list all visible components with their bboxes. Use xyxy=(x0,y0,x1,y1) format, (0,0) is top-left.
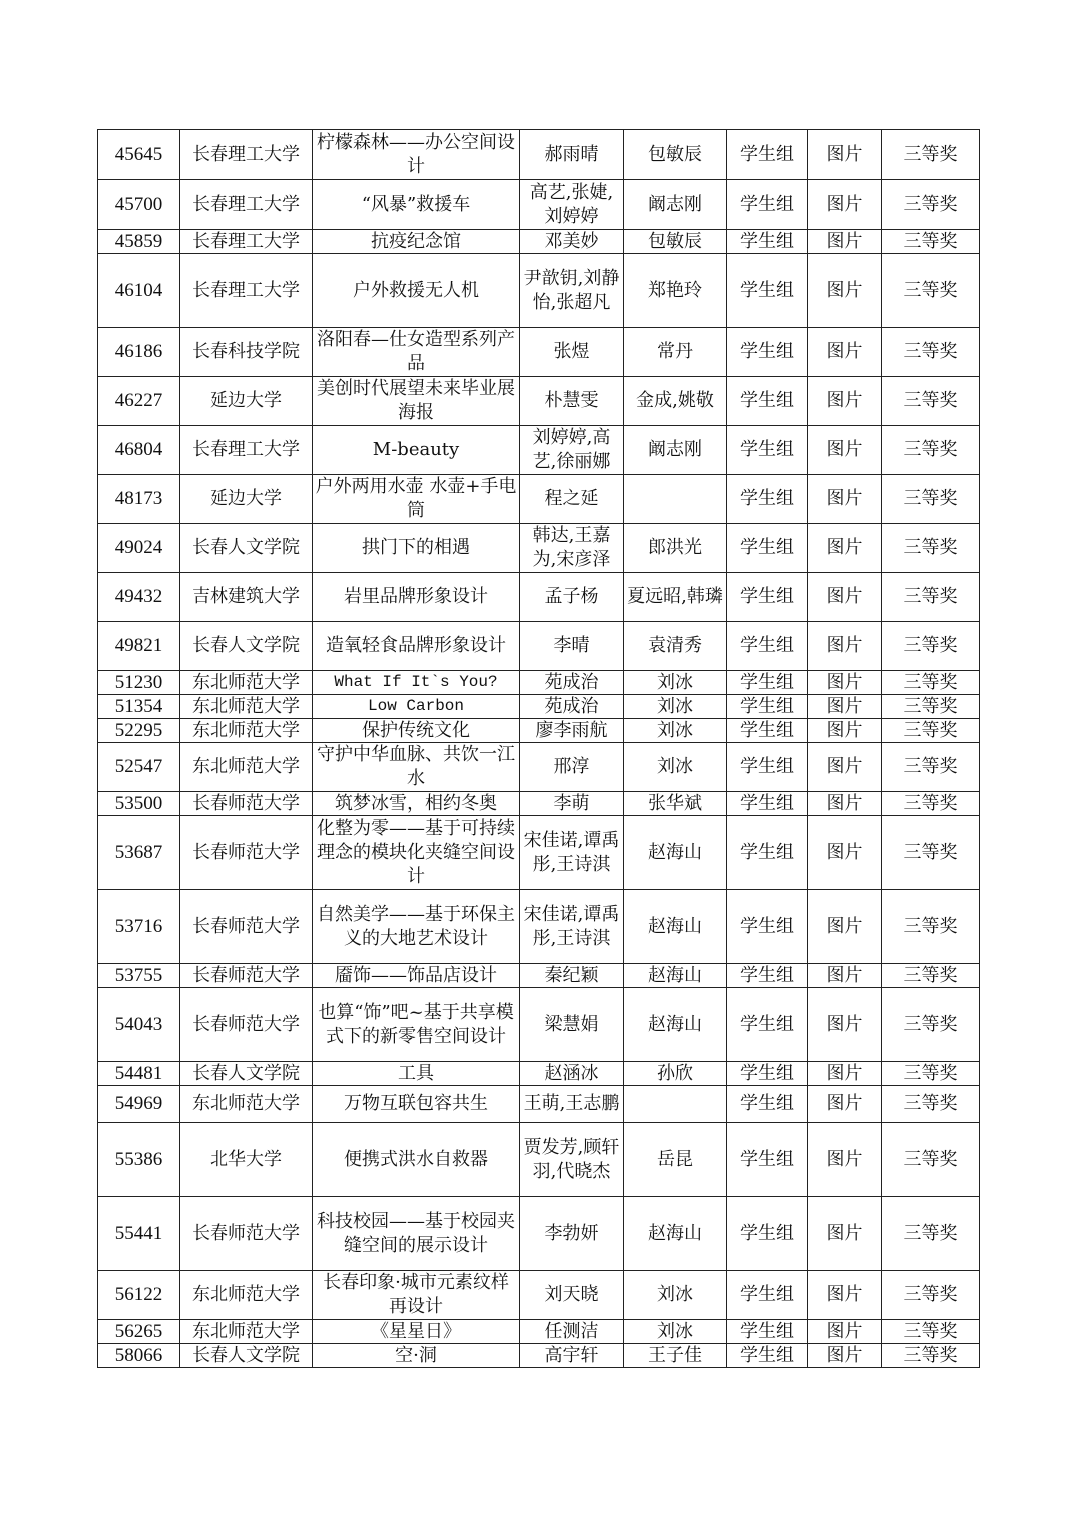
cell-work: 保护传统文化 xyxy=(313,719,520,743)
cell-group: 学生组 xyxy=(727,816,808,890)
cell-award: 三等奖 xyxy=(882,573,980,622)
cell-type: 图片 xyxy=(808,792,882,816)
cell-school: 东北师范大学 xyxy=(180,1086,313,1123)
cell-type: 图片 xyxy=(808,988,882,1062)
cell-work: 洛阳春—仕女造型系列产品 xyxy=(313,328,520,377)
cell-award: 三等奖 xyxy=(882,695,980,719)
cell-school: 长春理工大学 xyxy=(180,426,313,475)
cell-group: 学生组 xyxy=(727,254,808,328)
table-row xyxy=(98,1344,980,1368)
cell-award: 三等奖 xyxy=(882,328,980,377)
cell-id: 55441 xyxy=(98,1197,180,1271)
cell-award: 三等奖 xyxy=(882,743,980,792)
cell-advisor: 刘冰 xyxy=(624,1271,727,1320)
cell-award: 三等奖 xyxy=(882,988,980,1062)
cell-authors: 邢淳 xyxy=(520,743,624,792)
cell-type: 图片 xyxy=(808,1086,882,1123)
table-row xyxy=(98,573,980,622)
cell-award: 三等奖 xyxy=(882,230,980,254)
cell-work: 化整为零——基于可持续理念的模块化夹缝空间设计 xyxy=(313,816,520,890)
cell-id: 58066 xyxy=(98,1344,180,1368)
cell-group: 学生组 xyxy=(727,328,808,377)
cell-school: 东北师范大学 xyxy=(180,695,313,719)
cell-authors: 张煜 xyxy=(520,328,624,377)
cell-school: 长春师范大学 xyxy=(180,890,313,964)
table-row xyxy=(98,1086,980,1123)
table-row xyxy=(98,475,980,524)
cell-authors: 刘天晓 xyxy=(520,1271,624,1320)
cell-type: 图片 xyxy=(808,1062,882,1086)
cell-type: 图片 xyxy=(808,671,882,695)
cell-award: 三等奖 xyxy=(882,426,980,475)
cell-id: 45645 xyxy=(98,130,180,180)
cell-type: 图片 xyxy=(808,743,882,792)
cell-id: 51230 xyxy=(98,671,180,695)
cell-work: 便携式洪水自救器 xyxy=(313,1123,520,1197)
cell-group: 学生组 xyxy=(727,1086,808,1123)
table-row xyxy=(98,1062,980,1086)
cell-award: 三等奖 xyxy=(882,890,980,964)
cell-type: 图片 xyxy=(808,695,882,719)
cell-school: 延边大学 xyxy=(180,475,313,524)
cell-school: 长春人文学院 xyxy=(180,1344,313,1368)
cell-school: 长春理工大学 xyxy=(180,130,313,180)
cell-award: 三等奖 xyxy=(882,475,980,524)
table-row xyxy=(98,622,980,671)
cell-advisor: 夏远昭,韩璘 xyxy=(624,573,727,622)
cell-authors: 赵涵冰 xyxy=(520,1062,624,1086)
cell-group: 学生组 xyxy=(727,180,808,230)
cell-advisor: 包敏辰 xyxy=(624,230,727,254)
cell-work: 长春印象·城市元素纹样再设计 xyxy=(313,1271,520,1320)
cell-group: 学生组 xyxy=(727,1062,808,1086)
cell-award: 三等奖 xyxy=(882,622,980,671)
cell-advisor: 金成,姚敬 xyxy=(624,377,727,426)
cell-award: 三等奖 xyxy=(882,1344,980,1368)
cell-type: 图片 xyxy=(808,180,882,230)
cell-authors: 梁慧娟 xyxy=(520,988,624,1062)
cell-work: 拱门下的相遇 xyxy=(313,524,520,573)
cell-group: 学生组 xyxy=(727,890,808,964)
cell-school: 东北师范大学 xyxy=(180,1320,313,1344)
cell-work: 岩里品牌形象设计 xyxy=(313,573,520,622)
cell-advisor: 刘冰 xyxy=(624,719,727,743)
cell-award: 三等奖 xyxy=(882,1086,980,1123)
cell-advisor: 包敏辰 xyxy=(624,130,727,180)
cell-authors: 宋佳诺,谭禹彤,王诗淇 xyxy=(520,816,624,890)
cell-advisor: 赵海山 xyxy=(624,964,727,988)
cell-group: 学生组 xyxy=(727,1123,808,1197)
cell-authors: 李萌 xyxy=(520,792,624,816)
cell-work: 靥饰——饰品店设计 xyxy=(313,964,520,988)
cell-school: 东北师范大学 xyxy=(180,671,313,695)
cell-work: 空·洞 xyxy=(313,1344,520,1368)
cell-authors: 高艺,张婕,刘婷婷 xyxy=(520,180,624,230)
cell-type: 图片 xyxy=(808,1320,882,1344)
cell-award: 三等奖 xyxy=(882,719,980,743)
cell-award: 三等奖 xyxy=(882,1320,980,1344)
cell-authors: 郝雨晴 xyxy=(520,130,624,180)
cell-type: 图片 xyxy=(808,1197,882,1271)
cell-id: 53755 xyxy=(98,964,180,988)
cell-advisor xyxy=(624,1086,727,1123)
cell-group: 学生组 xyxy=(727,792,808,816)
cell-group: 学生组 xyxy=(727,695,808,719)
awards-table xyxy=(97,129,980,1368)
cell-authors: 朴慧雯 xyxy=(520,377,624,426)
cell-type: 图片 xyxy=(808,524,882,573)
cell-id: 46227 xyxy=(98,377,180,426)
table-row xyxy=(98,254,980,328)
cell-school: 东北师范大学 xyxy=(180,1271,313,1320)
cell-authors: 李晴 xyxy=(520,622,624,671)
table-row xyxy=(98,180,980,230)
cell-id: 56122 xyxy=(98,1271,180,1320)
cell-school: 吉林建筑大学 xyxy=(180,573,313,622)
cell-school: 长春理工大学 xyxy=(180,180,313,230)
cell-work: M-beauty xyxy=(313,426,520,475)
cell-work: Low Carbon xyxy=(313,695,520,719)
cell-id: 51354 xyxy=(98,695,180,719)
cell-award: 三等奖 xyxy=(882,180,980,230)
cell-work: 工具 xyxy=(313,1062,520,1086)
cell-id: 52295 xyxy=(98,719,180,743)
table-row xyxy=(98,230,980,254)
cell-group: 学生组 xyxy=(727,743,808,792)
table-row xyxy=(98,524,980,573)
table-row xyxy=(98,890,980,964)
cell-authors: 廖李雨航 xyxy=(520,719,624,743)
cell-school: 北华大学 xyxy=(180,1123,313,1197)
cell-id: 46104 xyxy=(98,254,180,328)
cell-id: 45859 xyxy=(98,230,180,254)
cell-school: 东北师范大学 xyxy=(180,743,313,792)
cell-authors: 王萌,王志鹏 xyxy=(520,1086,624,1123)
cell-authors: 高宇轩 xyxy=(520,1344,624,1368)
cell-work: 户外两用水壶 水壶+手电筒 xyxy=(313,475,520,524)
cell-advisor: 岳昆 xyxy=(624,1123,727,1197)
table-row xyxy=(98,816,980,890)
cell-type: 图片 xyxy=(808,426,882,475)
cell-id: 46186 xyxy=(98,328,180,377)
cell-id: 48173 xyxy=(98,475,180,524)
cell-authors: 尹歆钥,刘静怡,张超凡 xyxy=(520,254,624,328)
cell-work: “风暴”救援车 xyxy=(313,180,520,230)
cell-award: 三等奖 xyxy=(882,254,980,328)
cell-advisor: 刘冰 xyxy=(624,695,727,719)
cell-school: 东北师范大学 xyxy=(180,719,313,743)
cell-advisor: 王子佳 xyxy=(624,1344,727,1368)
cell-group: 学生组 xyxy=(727,573,808,622)
cell-advisor: 袁清秀 xyxy=(624,622,727,671)
table-row xyxy=(98,1320,980,1344)
cell-advisor: 赵海山 xyxy=(624,988,727,1062)
table-row xyxy=(98,743,980,792)
cell-group: 学生组 xyxy=(727,1197,808,1271)
cell-authors: 李勃妍 xyxy=(520,1197,624,1271)
cell-id: 54481 xyxy=(98,1062,180,1086)
cell-award: 三等奖 xyxy=(882,1271,980,1320)
cell-work: 柠檬森林——办公空间设计 xyxy=(313,130,520,180)
cell-authors: 秦纪颖 xyxy=(520,964,624,988)
table-row xyxy=(98,328,980,377)
cell-id: 56265 xyxy=(98,1320,180,1344)
cell-authors: 程之延 xyxy=(520,475,624,524)
cell-id: 53500 xyxy=(98,792,180,816)
cell-advisor xyxy=(624,475,727,524)
cell-type: 图片 xyxy=(808,816,882,890)
cell-type: 图片 xyxy=(808,719,882,743)
cell-authors: 任测洁 xyxy=(520,1320,624,1344)
cell-group: 学生组 xyxy=(727,671,808,695)
cell-advisor: 张华斌 xyxy=(624,792,727,816)
table-row xyxy=(98,671,980,695)
cell-type: 图片 xyxy=(808,964,882,988)
cell-group: 学生组 xyxy=(727,1320,808,1344)
cell-type: 图片 xyxy=(808,1271,882,1320)
cell-work: 抗疫纪念馆 xyxy=(313,230,520,254)
table-row xyxy=(98,1271,980,1320)
cell-work: 也算“饰”吧~基于共享模式下的新零售空间设计 xyxy=(313,988,520,1062)
cell-school: 长春人文学院 xyxy=(180,1062,313,1086)
cell-group: 学生组 xyxy=(727,964,808,988)
table-row xyxy=(98,426,980,475)
cell-group: 学生组 xyxy=(727,719,808,743)
cell-type: 图片 xyxy=(808,130,882,180)
cell-award: 三等奖 xyxy=(882,792,980,816)
cell-award: 三等奖 xyxy=(882,1197,980,1271)
table-row xyxy=(98,1197,980,1271)
table-body xyxy=(98,130,980,1368)
cell-advisor: 刘冰 xyxy=(624,743,727,792)
cell-work: 美创时代展望未来毕业展海报 xyxy=(313,377,520,426)
cell-advisor: 阚志刚 xyxy=(624,426,727,475)
cell-school: 长春师范大学 xyxy=(180,964,313,988)
cell-work: 《星星日》 xyxy=(313,1320,520,1344)
cell-type: 图片 xyxy=(808,1344,882,1368)
cell-school: 长春师范大学 xyxy=(180,816,313,890)
cell-id: 54969 xyxy=(98,1086,180,1123)
cell-authors: 苑成治 xyxy=(520,695,624,719)
cell-award: 三等奖 xyxy=(882,1062,980,1086)
cell-work: 万物互联包容共生 xyxy=(313,1086,520,1123)
cell-advisor: 刘冰 xyxy=(624,671,727,695)
cell-group: 学生组 xyxy=(727,377,808,426)
cell-work: What If It`s You? xyxy=(313,671,520,695)
cell-authors: 邓美妙 xyxy=(520,230,624,254)
cell-advisor: 常丹 xyxy=(624,328,727,377)
cell-work: 筑梦冰雪，相约冬奥 xyxy=(313,792,520,816)
cell-type: 图片 xyxy=(808,230,882,254)
cell-id: 52547 xyxy=(98,743,180,792)
table-row xyxy=(98,988,980,1062)
cell-id: 49432 xyxy=(98,573,180,622)
cell-group: 学生组 xyxy=(727,230,808,254)
cell-authors: 韩达,王嘉为,宋彦泽 xyxy=(520,524,624,573)
cell-authors: 贾发芳,顾轩羽,代晓杰 xyxy=(520,1123,624,1197)
cell-type: 图片 xyxy=(808,254,882,328)
cell-school: 长春理工大学 xyxy=(180,230,313,254)
table-row xyxy=(98,1123,980,1197)
cell-type: 图片 xyxy=(808,475,882,524)
cell-school: 长春师范大学 xyxy=(180,988,313,1062)
cell-group: 学生组 xyxy=(727,475,808,524)
cell-id: 49024 xyxy=(98,524,180,573)
cell-work: 自然美学——基于环保主义的大地艺术设计 xyxy=(313,890,520,964)
cell-id: 55386 xyxy=(98,1123,180,1197)
cell-award: 三等奖 xyxy=(882,377,980,426)
cell-award: 三等奖 xyxy=(882,816,980,890)
cell-advisor: 赵海山 xyxy=(624,890,727,964)
cell-work: 科技校园——基于校园夹缝空间的展示设计 xyxy=(313,1197,520,1271)
cell-group: 学生组 xyxy=(727,130,808,180)
cell-advisor: 郎洪光 xyxy=(624,524,727,573)
cell-id: 53716 xyxy=(98,890,180,964)
cell-school: 长春人文学院 xyxy=(180,524,313,573)
cell-group: 学生组 xyxy=(727,988,808,1062)
cell-group: 学生组 xyxy=(727,1344,808,1368)
cell-group: 学生组 xyxy=(727,1271,808,1320)
cell-advisor: 赵海山 xyxy=(624,816,727,890)
table-row xyxy=(98,377,980,426)
table-row xyxy=(98,130,980,180)
cell-id: 53687 xyxy=(98,816,180,890)
cell-type: 图片 xyxy=(808,328,882,377)
cell-id: 49821 xyxy=(98,622,180,671)
cell-group: 学生组 xyxy=(727,622,808,671)
cell-school: 长春科技学院 xyxy=(180,328,313,377)
cell-id: 46804 xyxy=(98,426,180,475)
cell-school: 长春人文学院 xyxy=(180,622,313,671)
cell-type: 图片 xyxy=(808,573,882,622)
cell-award: 三等奖 xyxy=(882,1123,980,1197)
cell-advisor: 赵海山 xyxy=(624,1197,727,1271)
cell-type: 图片 xyxy=(808,1123,882,1197)
cell-school: 长春理工大学 xyxy=(180,254,313,328)
cell-school: 长春师范大学 xyxy=(180,1197,313,1271)
cell-school: 长春师范大学 xyxy=(180,792,313,816)
cell-work: 造氧轻食品牌形象设计 xyxy=(313,622,520,671)
cell-id: 45700 xyxy=(98,180,180,230)
table-row xyxy=(98,792,980,816)
cell-type: 图片 xyxy=(808,377,882,426)
cell-work: 守护中华血脉、共饮一江水 xyxy=(313,743,520,792)
cell-group: 学生组 xyxy=(727,426,808,475)
cell-group: 学生组 xyxy=(727,524,808,573)
cell-school: 延边大学 xyxy=(180,377,313,426)
cell-authors: 苑成治 xyxy=(520,671,624,695)
table-row xyxy=(98,719,980,743)
cell-authors: 孟子杨 xyxy=(520,573,624,622)
cell-award: 三等奖 xyxy=(882,964,980,988)
table-row xyxy=(98,964,980,988)
cell-work: 户外救援无人机 xyxy=(313,254,520,328)
cell-advisor: 刘冰 xyxy=(624,1320,727,1344)
cell-advisor: 孙欣 xyxy=(624,1062,727,1086)
cell-award: 三等奖 xyxy=(882,671,980,695)
cell-type: 图片 xyxy=(808,890,882,964)
table-row xyxy=(98,695,980,719)
cell-award: 三等奖 xyxy=(882,524,980,573)
cell-advisor: 阚志刚 xyxy=(624,180,727,230)
cell-award: 三等奖 xyxy=(882,130,980,180)
cell-type: 图片 xyxy=(808,622,882,671)
cell-id: 54043 xyxy=(98,988,180,1062)
cell-advisor: 郑艳玲 xyxy=(624,254,727,328)
cell-authors: 刘婷婷,高艺,徐丽娜 xyxy=(520,426,624,475)
cell-authors: 宋佳诺,谭禹彤,王诗淇 xyxy=(520,890,624,964)
